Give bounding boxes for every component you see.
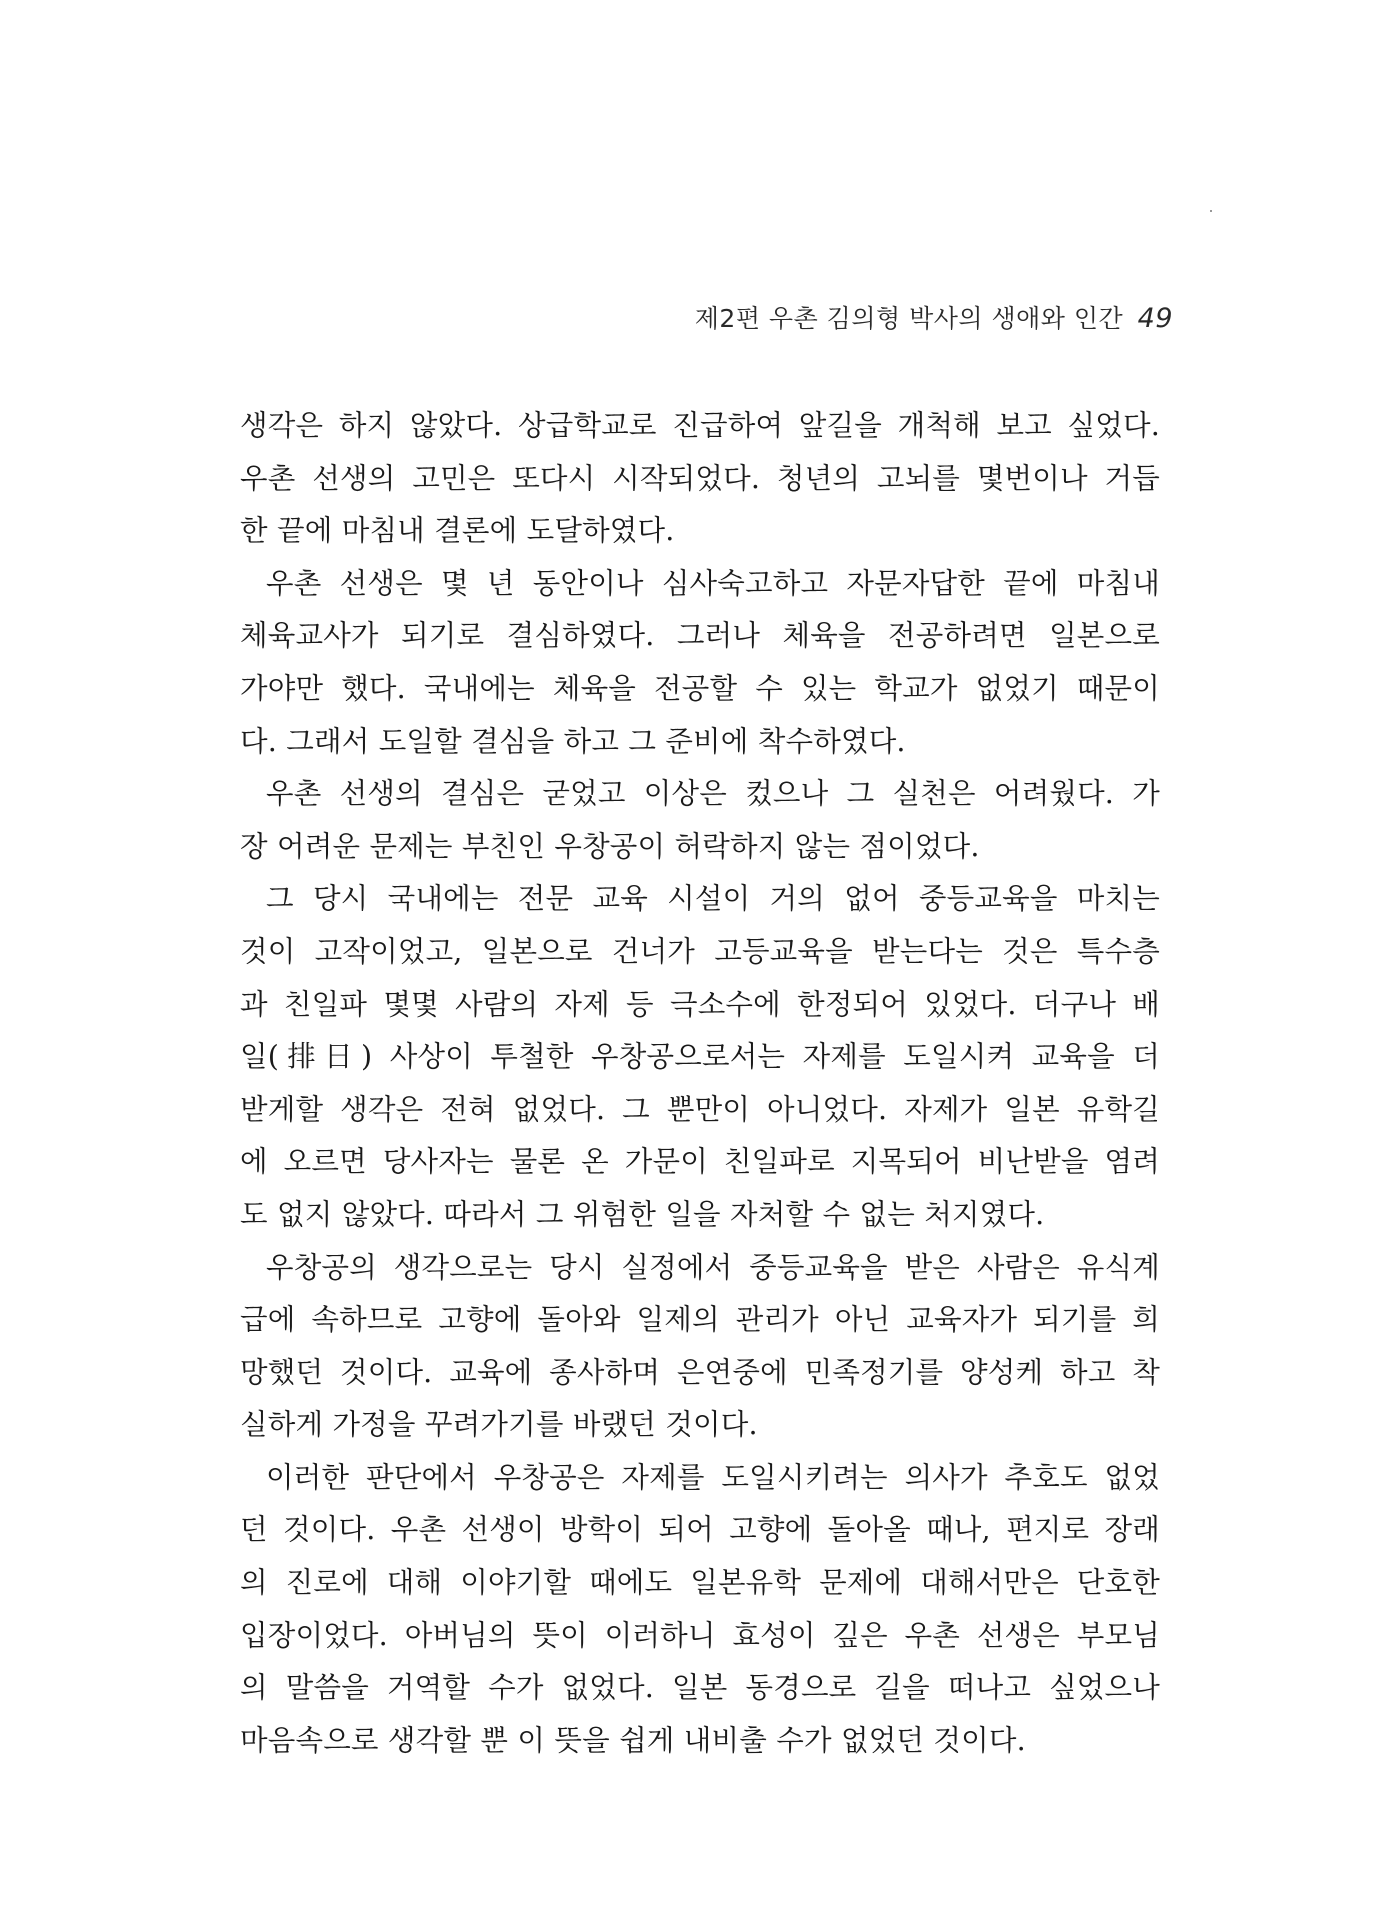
- text-line: 우촌 선생은 몇 년 동안이나 심사숙고하고 자문자답한 끝에 마침내: [266, 566, 1160, 600]
- header-title: 제2편 우촌 김의형 박사의 생애와 인간: [694, 304, 1124, 333]
- text-line: 우촌 선생의 고민은 또다시 시작되었다. 청년의 고뇌를 몇번이나 거듭: [240, 461, 1160, 495]
- text-line: 받게할 생각은 전혀 없었다. 그 뿐만이 아니었다. 자제가 일본 유학길: [240, 1092, 1160, 1126]
- text-line: 도 없지 않았다. 따라서 그 위험한 일을 자처할 수 없는 처지였다.: [240, 1197, 1045, 1231]
- text-line: 실하게 가정을 꾸려가기를 바랬던 것이다.: [240, 1408, 758, 1442]
- text-line: 생각은 하지 않았다. 상급학교로 진급하여 앞길을 개척해 보고 싶었다.: [240, 409, 1160, 442]
- text-line: 체육교사가 되기로 결심하였다. 그러나 체육을 전공하려면 일본으로: [240, 619, 1160, 653]
- text-line: 마음속으로 생각할 뿐 이 뜻을 쉽게 내비출 수가 없었던 것이다.: [240, 1723, 1026, 1757]
- text-line: 의 말씀을 거역할 수가 없었다. 일본 동경으로 길을 떠나고 싶었으나: [240, 1671, 1160, 1705]
- text-line: 일(排日) 사상이 투철한 우창공으로서는 자제를 도일시켜 교육을 더: [240, 1040, 1160, 1074]
- scan-speck: [1210, 210, 1212, 212]
- running-header: [693, 302, 1173, 336]
- body-text: [240, 400, 1160, 1767]
- text-line: 입장이었다. 아버님의 뜻이 이러하니 효성이 깊은 우촌 선생은 부모님: [240, 1618, 1160, 1652]
- text-line: 가야만 했다. 국내에는 체육을 전공할 수 있는 학교가 없었기 때문이: [240, 671, 1160, 705]
- text-line: 우촌 선생의 결심은 굳었고 이상은 컸으나 그 실천은 어려웠다. 가: [266, 777, 1160, 811]
- text-line: 에 오르면 당사자는 물론 온 가문이 친일파로 지목되어 비난받을 염려: [240, 1145, 1160, 1179]
- text-line: 장 어려운 문제는 부친인 우창공이 허락하지 않는 점이었다.: [240, 829, 980, 863]
- text-line: 우창공의 생각으로는 당시 실정에서 중등교육을 받은 사람은 유식계: [266, 1250, 1160, 1284]
- text-line: 의 진로에 대해 이야기할 때에도 일본유학 문제에 대해서만은 단호한: [240, 1566, 1160, 1600]
- text-line: 급에 속하므로 고향에 돌아와 일제의 관리가 아닌 교육자가 되기를 희: [240, 1303, 1160, 1337]
- page-number: 49: [1137, 303, 1173, 334]
- text-line: 한 끝에 마침내 결론에 도달하였다.: [240, 514, 675, 548]
- text-line: 그 당시 국내에는 전문 교육 시설이 거의 없어 중등교육을 마치는: [266, 882, 1160, 916]
- text-line: 이러한 판단에서 우창공은 자제를 도일시키려는 의사가 추호도 없었: [266, 1460, 1160, 1494]
- text-line: 것이 고작이었고, 일본으로 건너가 고등교육을 받는다는 것은 특수층: [240, 934, 1160, 968]
- text-line: 다. 그래서 도일할 결심을 하고 그 준비에 착수하였다.: [240, 724, 906, 758]
- text-line: 망했던 것이다. 교육에 종사하며 은연중에 민족정기를 양성케 하고 착: [240, 1355, 1160, 1389]
- text-line: 과 친일파 몇몇 사람의 자제 등 극소수에 한정되어 있었다. 더구나 배: [240, 987, 1160, 1021]
- text-line: 던 것이다. 우촌 선생이 방학이 되어 고향에 돌아올 때나, 편지로 장래: [240, 1513, 1160, 1547]
